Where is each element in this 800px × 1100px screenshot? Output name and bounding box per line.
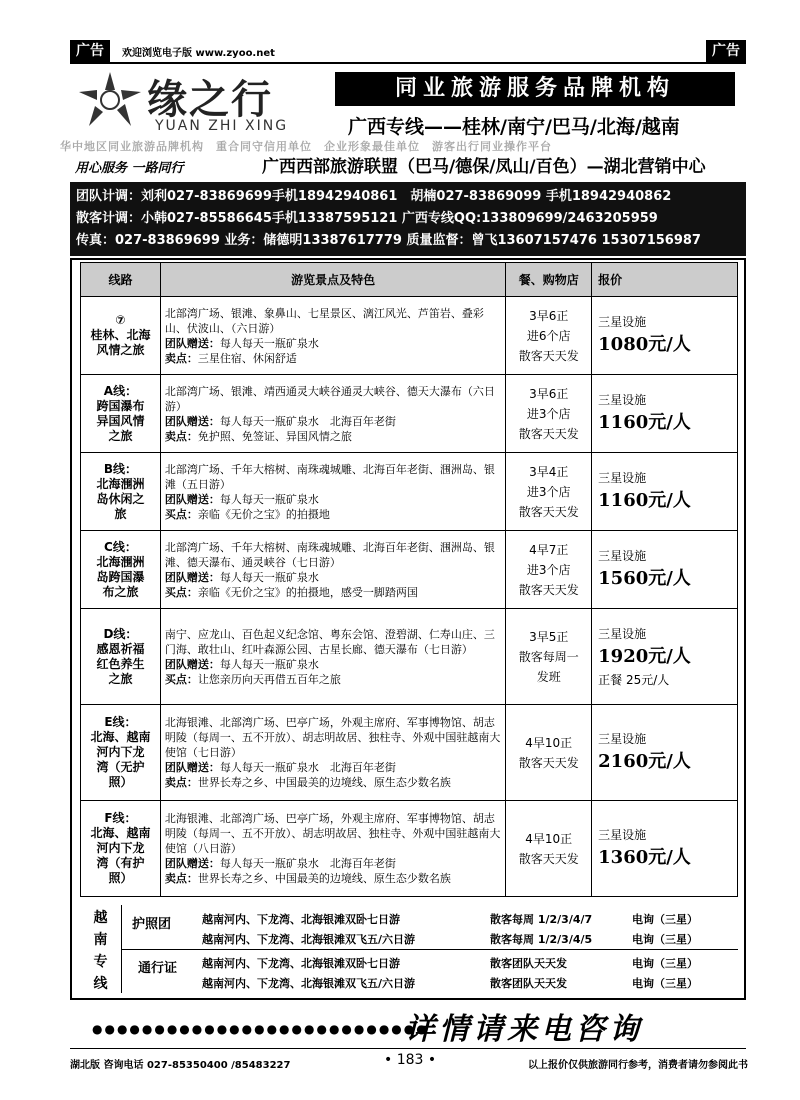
meals-line: 3早4正: [529, 464, 569, 479]
route-price: [592, 297, 738, 375]
meals-line: 散客天天发: [518, 504, 579, 519]
feature-label: 卖点：: [164, 872, 198, 885]
alliance-text: 广西西部旅游联盟（巴马/德保/凤山/百色）—湖北营销中心: [262, 157, 706, 177]
vietnam-category-permit: 通行证: [138, 961, 178, 976]
vietnam-schedule: 散客团队天天发: [490, 957, 567, 970]
route-name-line: 河内下龙: [96, 841, 145, 855]
meals-line: 散客天天发: [518, 755, 579, 770]
route-name-line: B线：: [103, 461, 138, 476]
meals-line: 3早5正: [529, 629, 569, 644]
feature-text: 世界长寿之乡、中国最美的边境线、原生态少数名族: [197, 872, 451, 885]
route-name-line: 布之旅: [102, 584, 139, 599]
vietnam-price: 电询（三星）: [632, 933, 698, 946]
price-value: 2160元/人: [598, 750, 691, 772]
route-name-line: D线：: [103, 626, 138, 641]
price-value: 1160元/人: [598, 489, 691, 511]
route-price: [592, 801, 738, 897]
route-name-line: 风情之旅: [96, 343, 145, 357]
vietnam-label-char: 南: [93, 932, 108, 948]
gift-text: 每人每天一瓶矿泉水: [219, 657, 319, 671]
gift-line: [165, 492, 501, 507]
price-level: 三星设施: [598, 731, 647, 746]
gift-label: 团队赠送：: [164, 657, 220, 671]
table-row: [81, 375, 738, 453]
route-name-line: 异国风情: [96, 413, 145, 428]
contact-line-team: 团队计调：刘利027-83869699手机18942940861 胡楠027-83869099 手机18942940862: [76, 189, 672, 204]
gift-text: 每人每天一瓶矿泉水 北海百年老街: [219, 857, 396, 870]
route-price: [592, 531, 738, 609]
table-header-row: [81, 263, 738, 297]
meals-line: 进3个店: [526, 406, 571, 421]
vietnam-label-char: 专: [93, 954, 108, 970]
table-row: [81, 297, 738, 375]
feature-text: 让您亲历向天再借五百年之旅: [197, 672, 341, 686]
route-meals: [506, 705, 592, 801]
feature-label: 买点：: [164, 672, 198, 686]
top-bar: [70, 40, 746, 62]
meals-line: 4早10正: [525, 735, 573, 750]
meals-line: 散客天天发: [518, 851, 579, 866]
feature-label: 买点：: [164, 585, 198, 599]
meals-line: 散客天天发: [518, 348, 579, 363]
route-name: [81, 609, 161, 705]
header-meals: 餐、购物店: [506, 263, 592, 297]
price-value: 1560元/人: [598, 567, 691, 589]
service-slogan: 用心服务 一路同行: [75, 161, 184, 176]
feature-label: 卖点：: [164, 351, 198, 365]
price-level: 三星设施: [598, 548, 647, 563]
meals-line: 4早10正: [525, 831, 573, 846]
route-name-line: 照）: [108, 871, 133, 885]
contact-line-individual: 散客计调：小韩027-85586645手机13387595121 广西专线QQ:133809699/2463205959: [76, 211, 658, 226]
sights-text: 北海银滩、北部湾广场、巴亭广场，外观主席府、军事博物馆、胡志明陵（每周一、五不开放）、胡志明故居、独柱寺、外观中国驻越南大使馆（八日游）: [164, 812, 501, 855]
table-row: [81, 801, 738, 897]
feature-text: 免护照、免签证、异国风情之旅: [197, 429, 352, 443]
route-name-line: 北海涠洲: [96, 554, 145, 569]
gift-label: 团队赠送：: [164, 336, 220, 350]
route-name-line: A线：: [103, 383, 138, 398]
feature-text: 亲临《无价之宝》的拍摄地: [197, 507, 330, 521]
feature-line: [165, 871, 501, 886]
feature-label: 买点：: [164, 507, 198, 521]
contact-block: [70, 182, 746, 256]
header-route: 线路: [81, 263, 161, 297]
route-name-line: 跨国瀑布: [96, 398, 145, 413]
gift-text: 每人每天一瓶矿泉水: [219, 570, 319, 584]
route-sights: [160, 297, 505, 375]
meals-line: 散客天天发: [518, 426, 579, 441]
vietnam-label-char: 线: [93, 976, 108, 992]
route-name: [81, 453, 161, 531]
route-meals: [506, 801, 592, 897]
sights-text: 北部湾广场、千年大榕树、南珠魂城雕、北海百年老街、涠洲岛、银滩、德天瀑布、通灵峡谷（七日游）: [164, 540, 495, 569]
route-name: [81, 297, 161, 375]
vietnam-price: 电询（三星）: [632, 957, 698, 970]
price-value: 1920元/人: [598, 645, 691, 667]
feature-text: 亲临《无价之宝》的拍摄地，感受一脚踏两国: [197, 585, 418, 599]
route-price: [592, 453, 738, 531]
meals-line: 散客每周一: [518, 649, 579, 664]
vietnam-label-char: 越: [93, 910, 108, 926]
route-name-line: 之旅: [108, 671, 133, 686]
feature-line: [165, 429, 501, 444]
top-divider: [70, 62, 746, 64]
route-name-line: 湾（无护: [96, 760, 145, 774]
vietnam-route: 越南河内、下龙湾、北海银滩双飞五/六日游: [202, 977, 416, 990]
route-name-line: F线：: [104, 811, 137, 825]
meals-line: 4早7正: [529, 542, 569, 557]
meals-line: 3早6正: [529, 386, 569, 401]
route-price: [592, 705, 738, 801]
header-price: 报价: [592, 263, 738, 297]
route-sights: [160, 705, 505, 801]
feature-line: [165, 351, 501, 366]
table-row: [81, 531, 738, 609]
meals-line: 发班: [536, 669, 561, 684]
price-level: 三星设施: [598, 392, 647, 407]
route-name-line: 河内下龙: [96, 745, 145, 759]
price-value: 1080元/人: [598, 333, 691, 355]
sights-text: 北部湾广场、银滩、象鼻山、七星景区、漓江风光、芦笛岩、叠彩山、伏波山、（六日游）: [164, 306, 484, 335]
price-level: 三星设施: [598, 827, 647, 842]
vietnam-category-passport: 护照团: [132, 917, 172, 932]
gift-label: 团队赠送：: [164, 414, 220, 428]
route-name-line: C线：: [104, 539, 137, 554]
table-row: [81, 705, 738, 801]
footer-divider: [70, 1048, 746, 1049]
ad-label-left: 广告: [70, 40, 110, 62]
vietnam-label: [80, 905, 122, 993]
gift-text: 每人每天一瓶矿泉水: [219, 492, 319, 506]
gift-text: 每人每天一瓶矿泉水: [219, 336, 319, 350]
vietnam-route: 越南河内、下龙湾、北海银滩双卧七日游: [202, 957, 400, 970]
price-value: 1160元/人: [598, 411, 691, 433]
feature-line: [165, 585, 501, 600]
route-name-line: 北海、越南: [90, 826, 151, 840]
welcome-text: 欢迎浏览电子版 www.zyoo.net: [122, 48, 275, 59]
gift-text: 每人每天一瓶矿泉水 北海百年老街: [219, 414, 396, 428]
sights-text: 南宁、应龙山、百色起义纪念馆、粤东会馆、澄碧湖、仁寿山庄、三门海、敢壮山、红叶森源公园、古星长廊、德天瀑布（七日游）: [164, 627, 495, 656]
route-name-line: 岛休闲之: [96, 491, 145, 506]
route-sights: [160, 609, 505, 705]
gift-line: [165, 336, 501, 351]
feature-line: [165, 507, 501, 522]
price-level: 三星设施: [598, 626, 647, 641]
vietnam-schedule: 散客每周 1/2/3/4/7: [490, 913, 593, 926]
page-number: • 183 •: [384, 1052, 437, 1068]
route-name-line: 北海、越南: [90, 730, 151, 744]
route-name: [81, 801, 161, 897]
route-name-line: 湾（有护: [96, 856, 145, 870]
vietnam-schedule: 散客团队天天发: [490, 977, 567, 990]
feature-text: 三星住宿、休闲舒适: [197, 351, 297, 365]
contact-line-fax: 传真：027-83869699 业务：储德明13387617779 质量监督：曾飞13607157476 15307156987: [76, 233, 701, 248]
price-level: 三星设施: [598, 314, 647, 329]
meals-line: 进6个店: [526, 328, 571, 343]
route-name-line: 照）: [108, 775, 133, 789]
grey-slogan: 华中地区同业旅游品牌机构 重合同守信用单位 企业形象最佳单位 游客出行同业操作平台: [60, 140, 552, 153]
footer-phone: 湖北版 咨询电话 027-85350400 /85483227: [70, 1060, 291, 1071]
vietnam-price: 电询（三星）: [632, 913, 698, 926]
route-name-line: 之旅: [108, 428, 133, 443]
ad-label-right: 广告: [706, 40, 746, 62]
feature-label: 卖点：: [164, 776, 198, 789]
price-extra: 正餐 25元/人: [598, 672, 670, 687]
guangxi-routes: 广西专线——桂林/南宁/巴马/北海/越南: [348, 116, 680, 138]
vietnam-price: 电询（三星）: [632, 977, 698, 990]
dot-divider: ●●●●●●●●●●●●●●●●●●●●●●●●●●●: [92, 1022, 429, 1036]
route-name-line: 桂林、北海: [90, 328, 151, 342]
routes-body: [81, 297, 738, 897]
table-row: [81, 453, 738, 531]
logo-chinese: 缘之行: [147, 77, 273, 123]
table-row: [81, 609, 738, 705]
feature-text: 世界长寿之乡、中国最美的边境线、原生态少数名族: [197, 776, 451, 789]
route-meals: [506, 297, 592, 375]
route-sights: [160, 801, 505, 897]
gift-label: 团队赠送：: [164, 761, 220, 774]
logo-star-icon: [75, 70, 145, 130]
vietnam-block: [80, 905, 738, 993]
gift-label: 团队赠送：: [164, 492, 220, 506]
route-name-line: 北海涠洲: [96, 476, 145, 491]
route-meals: [506, 375, 592, 453]
vietnam-schedule: 散客每周 1/2/3/4/5: [490, 933, 593, 946]
route-name-line: E线：: [104, 715, 137, 729]
logo-english: YUAN ZHI XING: [155, 118, 289, 134]
logo: [75, 70, 335, 140]
call-to-action: 详情请来电咨询: [405, 1012, 643, 1047]
gift-line: [165, 657, 501, 672]
route-meals: [506, 531, 592, 609]
price-value: 1360元/人: [598, 846, 691, 868]
gift-label: 团队赠送：: [164, 570, 220, 584]
route-name-line: 旅: [114, 506, 127, 521]
feature-line: [165, 775, 501, 790]
route-name: [81, 531, 161, 609]
route-name: [81, 705, 161, 801]
route-price: [592, 609, 738, 705]
brand-tagline: 同业旅游服务品牌机构: [335, 72, 735, 106]
gift-text: 每人每天一瓶矿泉水 北海百年老街: [219, 761, 396, 774]
route-name-line: ⑦: [115, 313, 126, 327]
gift-line: [165, 570, 501, 585]
meals-line: 进3个店: [526, 484, 571, 499]
route-name-line: 红色养生: [96, 656, 145, 671]
meals-line: 进3个店: [526, 562, 571, 577]
sights-text: 北部湾广场、千年大榕树、南珠魂城雕、北海百年老街、涠洲岛、银滩（五日游）: [164, 462, 495, 491]
gift-line: [165, 856, 501, 871]
sights-text: 北部湾广场、银滩、靖西通灵大峡谷通灵大峡谷、德天大瀑布（六日游）: [164, 384, 495, 413]
feature-label: 卖点：: [164, 429, 198, 443]
vietnam-route: 越南河内、下龙湾、北海银滩双卧七日游: [202, 913, 400, 926]
routes-table: [80, 262, 738, 897]
footer-disclaimer: 以上报价仅供旅游同行参考，消费者请勿参阅此书: [528, 1060, 748, 1071]
sights-text: 北海银滩、北部湾广场、巴亭广场，外观主席府、军事博物馆、胡志明陵（每周一、五不开放）、胡志明故居、独柱寺、外观中国驻越南大使馆（七日游）: [164, 716, 501, 759]
meals-line: 3早6正: [529, 308, 569, 323]
route-name-line: 岛跨国瀑: [96, 569, 145, 584]
route-price: [592, 375, 738, 453]
gift-line: [165, 414, 501, 429]
route-meals: [506, 453, 592, 531]
route-name: [81, 375, 161, 453]
feature-line: [165, 672, 501, 687]
vietnam-route: 越南河内、下龙湾、北海银滩双飞五/六日游: [202, 933, 416, 946]
meals-line: 散客天天发: [518, 582, 579, 597]
vietnam-divider: [122, 949, 738, 950]
route-meals: [506, 609, 592, 705]
route-sights: [160, 531, 505, 609]
route-name-line: 感恩祈福: [96, 641, 145, 656]
route-sights: [160, 453, 505, 531]
price-level: 三星设施: [598, 470, 647, 485]
header-sights: 游览景点及特色: [160, 263, 505, 297]
gift-line: [165, 760, 501, 775]
route-sights: [160, 375, 505, 453]
gift-label: 团队赠送：: [164, 857, 220, 870]
